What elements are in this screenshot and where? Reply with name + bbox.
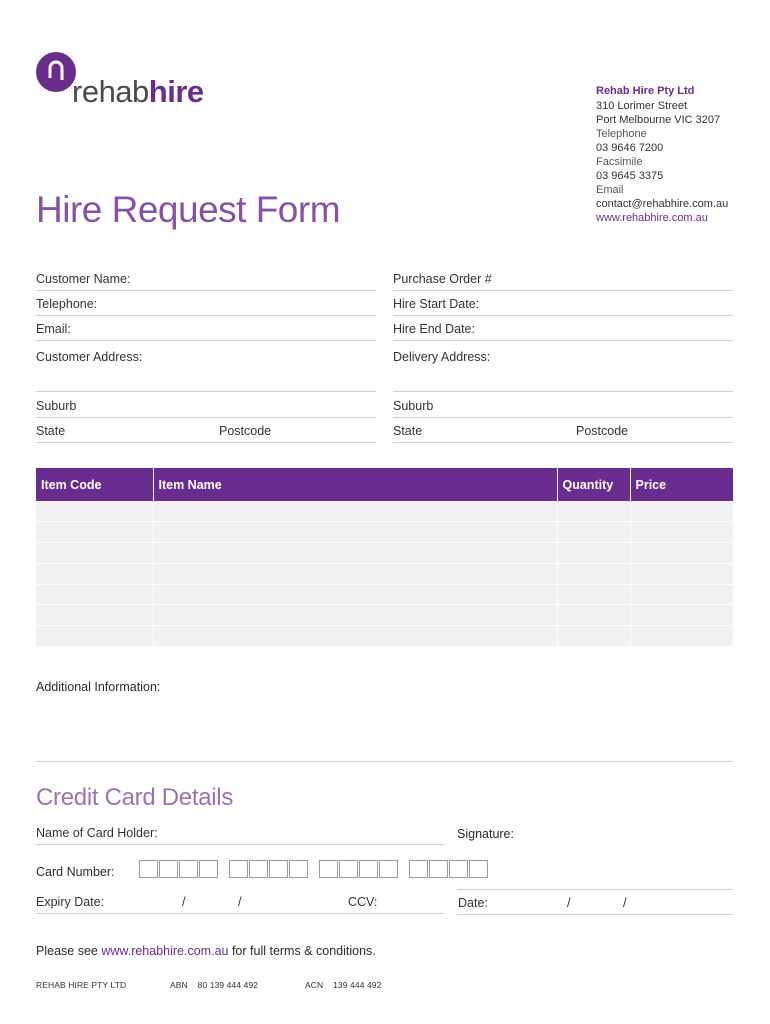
table-cell[interactable] bbox=[630, 584, 733, 605]
expiry-date-label: Expiry Date: bbox=[36, 895, 105, 909]
table-cell[interactable] bbox=[153, 543, 557, 564]
customer-state-postcode-field[interactable] bbox=[36, 421, 376, 443]
table-cell[interactable] bbox=[557, 563, 630, 584]
ccv-label: CCV: bbox=[348, 895, 378, 909]
email-label: Email bbox=[596, 184, 624, 196]
table-cell[interactable] bbox=[557, 584, 630, 605]
card-digit-box[interactable] bbox=[249, 860, 268, 878]
card-digit-box[interactable] bbox=[159, 860, 178, 878]
delivery-address-label: Delivery Address: bbox=[393, 350, 491, 364]
table-row bbox=[36, 501, 733, 522]
signature-date-field[interactable] bbox=[457, 893, 733, 915]
hire-items-table bbox=[36, 468, 733, 647]
table-header-row bbox=[36, 468, 733, 501]
card-holder-label: Name of Card Holder: bbox=[36, 826, 158, 840]
company-telephone: 03 9646 7200 bbox=[596, 142, 664, 154]
state-label: State bbox=[36, 424, 66, 438]
postcode-label: Postcode bbox=[576, 424, 629, 438]
additional-information-input-line[interactable] bbox=[36, 761, 733, 762]
company-contact-block bbox=[596, 84, 766, 225]
card-digit-box[interactable] bbox=[199, 860, 218, 878]
signature-label: Signature: bbox=[457, 827, 514, 841]
credit-card-section-title: Credit Card Details bbox=[36, 784, 234, 811]
card-digit-box[interactable] bbox=[229, 860, 248, 878]
column-header-item-code: Item Code bbox=[36, 468, 153, 501]
customer-address-label: Customer Address: bbox=[36, 350, 143, 364]
customer-address-field[interactable] bbox=[36, 346, 376, 392]
table-cell[interactable] bbox=[153, 605, 557, 626]
card-holder-field[interactable] bbox=[36, 823, 444, 845]
table-row bbox=[36, 563, 733, 584]
card-digit-box[interactable] bbox=[409, 860, 428, 878]
company-email[interactable]: contact@rehabhire.com.au bbox=[596, 198, 729, 210]
email-field-label: Email: bbox=[36, 322, 71, 336]
delivery-suburb-field[interactable] bbox=[393, 396, 733, 418]
card-number-label: Card Number: bbox=[36, 865, 115, 879]
table-cell[interactable] bbox=[557, 543, 630, 564]
fax-label: Facsimile bbox=[596, 156, 643, 168]
rehabhire-logo bbox=[36, 50, 236, 110]
table-cell[interactable] bbox=[630, 605, 733, 626]
signature-line[interactable] bbox=[457, 889, 733, 890]
email-field[interactable] bbox=[36, 319, 376, 341]
expiry-slash-2: / bbox=[238, 895, 242, 909]
column-header-price: Price bbox=[630, 468, 733, 501]
card-digit-box[interactable] bbox=[319, 860, 338, 878]
table-cell[interactable] bbox=[36, 522, 153, 543]
table-cell[interactable] bbox=[557, 522, 630, 543]
table-cell[interactable] bbox=[153, 501, 557, 522]
card-digit-box[interactable] bbox=[359, 860, 378, 878]
table-row bbox=[36, 543, 733, 564]
table-cell[interactable] bbox=[630, 522, 733, 543]
table-cell[interactable] bbox=[153, 522, 557, 543]
customer-name-label: Customer Name: bbox=[36, 272, 131, 286]
company-street: 310 Lorimer Street bbox=[596, 100, 688, 112]
additional-information-label: Additional Information: bbox=[36, 680, 161, 694]
table-cell[interactable] bbox=[557, 626, 630, 647]
logo-wordmark: rehabhire bbox=[72, 74, 204, 109]
table-row bbox=[36, 626, 733, 647]
postcode-label: Postcode bbox=[219, 424, 272, 438]
terms-prefix: Please see bbox=[36, 944, 102, 958]
table-cell[interactable] bbox=[630, 501, 733, 522]
hire-end-date-field[interactable] bbox=[393, 319, 733, 341]
customer-suburb-field[interactable] bbox=[36, 396, 376, 418]
date-label: Date: bbox=[458, 896, 488, 910]
footer-acn: ACN 139 444 492 bbox=[305, 980, 382, 990]
company-name: Rehab Hire Pty Ltd bbox=[596, 85, 695, 97]
column-header-item-name: Item Name bbox=[153, 468, 557, 501]
table-row bbox=[36, 605, 733, 626]
card-digit-box[interactable] bbox=[289, 860, 308, 878]
date-slash-2: / bbox=[623, 896, 627, 910]
table-cell[interactable] bbox=[36, 501, 153, 522]
hire-start-date-label: Hire Start Date: bbox=[393, 297, 480, 311]
table-cell[interactable] bbox=[36, 543, 153, 564]
delivery-address-field[interactable] bbox=[393, 346, 733, 392]
table-row bbox=[36, 584, 733, 605]
footer-company-name: REHAB HIRE PTY LTD bbox=[36, 980, 127, 990]
terms-notice bbox=[36, 944, 376, 958]
state-label: State bbox=[393, 424, 423, 438]
table-cell[interactable] bbox=[153, 563, 557, 584]
telephone-label: Telephone bbox=[596, 128, 647, 140]
table-cell[interactable] bbox=[557, 501, 630, 522]
delivery-state-postcode-field[interactable] bbox=[393, 421, 733, 443]
footer-abn: ABN 80 139 444 492 bbox=[170, 980, 259, 990]
table-cell[interactable] bbox=[630, 563, 733, 584]
form-title: Hire Request Form bbox=[36, 189, 341, 230]
card-digit-box[interactable] bbox=[339, 860, 358, 878]
suburb-label: Suburb bbox=[36, 399, 77, 413]
table-cell[interactable] bbox=[153, 626, 557, 647]
purchase-order-label: Purchase Order # bbox=[393, 272, 492, 286]
purchase-order-field[interactable] bbox=[393, 269, 733, 291]
company-website-link[interactable]: www.rehabhire.com.au bbox=[596, 212, 708, 224]
card-digit-box[interactable] bbox=[179, 860, 198, 878]
customer-name-field[interactable] bbox=[36, 269, 376, 291]
telephone-field[interactable] bbox=[36, 294, 376, 316]
card-digit-box[interactable] bbox=[469, 860, 488, 878]
column-header-quantity: Quantity bbox=[557, 468, 630, 501]
table-cell[interactable] bbox=[36, 605, 153, 626]
table-cell[interactable] bbox=[557, 605, 630, 626]
table-cell[interactable] bbox=[630, 543, 733, 564]
terms-website-link[interactable]: www.rehabhire.com.au bbox=[101, 944, 229, 958]
suburb-label: Suburb bbox=[393, 399, 434, 413]
table-cell[interactable] bbox=[36, 563, 153, 584]
table-cell[interactable] bbox=[36, 626, 153, 647]
card-digit-box[interactable] bbox=[139, 860, 158, 878]
hire-start-date-field[interactable] bbox=[393, 294, 733, 316]
table-cell[interactable] bbox=[153, 584, 557, 605]
expiry-slash-1: / bbox=[182, 895, 186, 909]
card-digit-box[interactable] bbox=[429, 860, 448, 878]
card-digit-box[interactable] bbox=[269, 860, 288, 878]
company-city: Port Melbourne VIC 3207 bbox=[596, 114, 721, 126]
telephone-field-label: Telephone: bbox=[36, 297, 98, 311]
card-digit-box[interactable] bbox=[379, 860, 398, 878]
table-cell[interactable] bbox=[630, 626, 733, 647]
company-fax: 03 9645 3375 bbox=[596, 170, 664, 182]
table-row bbox=[36, 522, 733, 543]
card-number-boxes bbox=[139, 860, 489, 878]
table-cell[interactable] bbox=[36, 584, 153, 605]
terms-suffix: for full terms & conditions. bbox=[228, 944, 376, 958]
hire-end-date-label: Hire End Date: bbox=[393, 322, 475, 336]
date-slash-1: / bbox=[567, 896, 571, 910]
card-digit-box[interactable] bbox=[449, 860, 468, 878]
expiry-ccv-field[interactable] bbox=[36, 892, 444, 914]
